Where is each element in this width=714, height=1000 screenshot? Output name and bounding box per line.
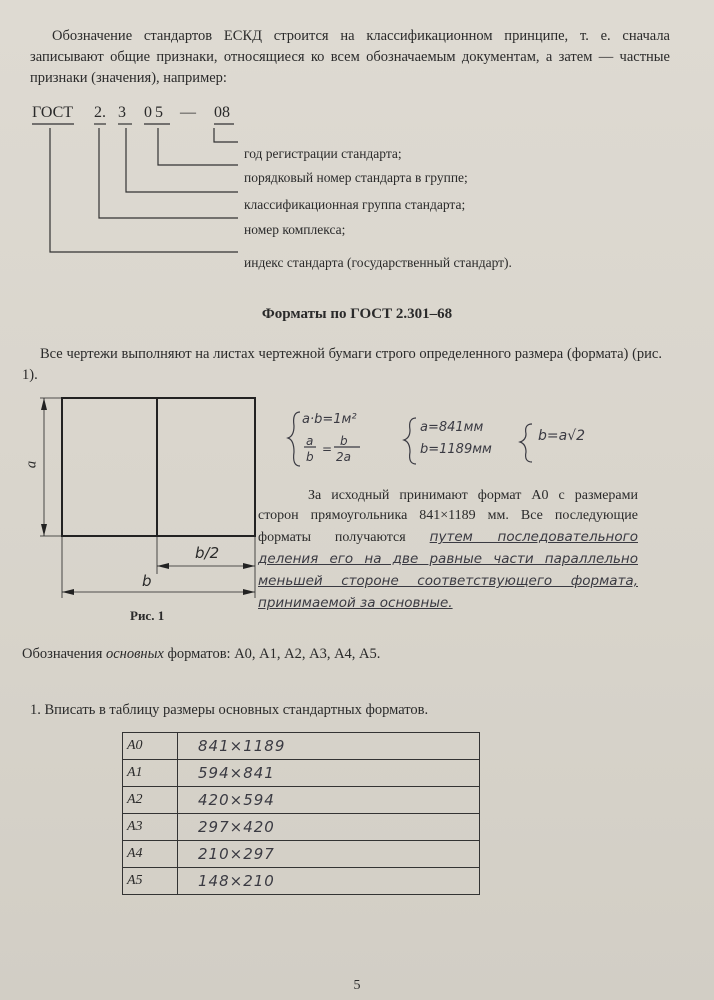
- figure-sheet: [62, 398, 255, 536]
- legend-index: индекс стандарта (государственный стандарт).: [244, 255, 512, 270]
- formula-area: a·b=1м²: [302, 412, 357, 427]
- format-cell: А5: [123, 868, 178, 895]
- gost-part1: 2.: [94, 104, 106, 121]
- legend-year: год регистрации стандарта;: [244, 146, 402, 161]
- size-cell[interactable]: 420×594: [178, 787, 480, 814]
- figure-label-b2: b/2: [195, 544, 220, 562]
- page-number: 5: [353, 978, 361, 993]
- figure-1: [40, 398, 255, 598]
- figure-caption: Рис. 1: [130, 608, 165, 623]
- gost-dash: —: [180, 104, 196, 121]
- size-cell[interactable]: 297×420: [178, 814, 480, 841]
- format-cell: А4: [123, 841, 178, 868]
- format-cell: А1: [123, 760, 178, 787]
- section-heading: Форматы по ГОСТ 2.301–68: [261, 306, 453, 322]
- intro-paragraph: Обозначение стандартов ЕСКД строится на классификационном принципе, т. е. сначала записывают общие признаки, относящиеся ко всем обозначаемым документам, а затем — частные признаки (значения), например:: [30, 28, 670, 86]
- gost-part2: 3: [118, 104, 126, 121]
- formula-b-sqrt: b=a√2: [538, 428, 586, 444]
- format-paragraph-handwritten: путем последовательного деления его на две равные части параллельно меньшей стороне соответствующего формата, принимаемой за основные.: [258, 529, 638, 611]
- task-instruction: 1. Вписать в таблицу размеры основных стандартных форматов.: [30, 702, 429, 718]
- designations-prefix: Обозначения: [22, 646, 106, 662]
- size-cell[interactable]: 841×1189: [178, 733, 480, 760]
- format-cell: А2: [123, 787, 178, 814]
- figure-label-b: b: [142, 572, 152, 590]
- connector-index: [50, 128, 238, 252]
- formula-ratio-num-left: a: [306, 434, 314, 448]
- designations-italic: основных: [105, 646, 164, 662]
- formula-ratio-den-left: b: [306, 450, 314, 464]
- connector-group: [126, 128, 238, 192]
- formula-ratio-eq: =: [322, 442, 333, 456]
- format-cell: А0: [123, 733, 178, 760]
- designations-suffix: форматов: А0, А1, А2, А3, А4, А5.: [163, 646, 381, 662]
- gost-part4: 08: [214, 104, 230, 121]
- formula-ratio-num-right: b: [340, 434, 348, 448]
- formula-a-value: a=841мм: [420, 420, 484, 435]
- format-cell: А3: [123, 814, 178, 841]
- size-cell[interactable]: 148×210: [178, 868, 480, 895]
- formula-ratio-den-right: 2a: [336, 450, 351, 464]
- size-cell[interactable]: 594×841: [178, 760, 480, 787]
- formula-braces: [288, 412, 532, 466]
- size-cell[interactable]: 210×297: [178, 841, 480, 868]
- gost-part3: 05: [144, 104, 166, 121]
- connector-year: [214, 128, 238, 142]
- legend-complex: номер комплекса;: [244, 222, 346, 237]
- legend-group: классификационная группа стандарта;: [244, 197, 466, 212]
- format-paragraph-printed: За исходный принимают формат А0 с размерами сторон прямоугольника 841×1189 мм. Все последующие форматы получаются: [258, 488, 638, 545]
- figure-label-a: a: [23, 460, 40, 469]
- gost-prefix: ГОСТ: [32, 104, 74, 121]
- formula-b-value: b=1189мм: [420, 442, 492, 457]
- legend-number: порядковый номер стандарта в группе;: [244, 170, 468, 185]
- connector-number: [158, 128, 238, 165]
- body-paragraph: Все чертежи выполняют на листах чертежной бумаги строго определенного размера (формата) (рис. 1).: [22, 346, 662, 383]
